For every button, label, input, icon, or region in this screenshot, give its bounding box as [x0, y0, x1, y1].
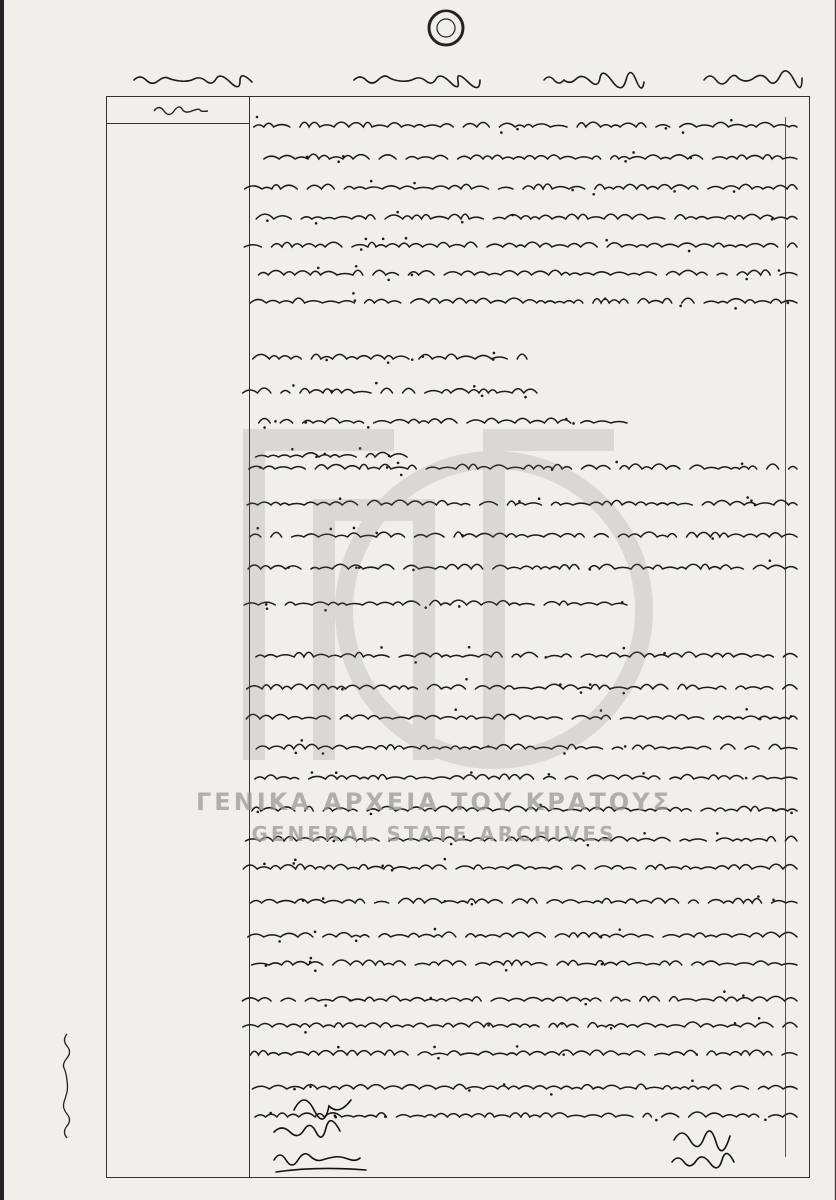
diacritic-dot [754, 504, 757, 507]
diacritic-dot [655, 1119, 658, 1122]
diacritic-dot [342, 155, 345, 158]
diacritic-dot [337, 1046, 340, 1049]
diacritic-dot [746, 496, 749, 499]
diacritic-dot [584, 1003, 587, 1006]
diacritic-dot [787, 302, 790, 305]
handwritten-line [250, 1050, 797, 1055]
handwritten-line [244, 242, 797, 247]
diacritic-dot [790, 715, 793, 718]
diacritic-dot [790, 812, 793, 815]
diacritic-dot [624, 160, 627, 163]
diacritic-dot [742, 994, 745, 997]
diacritic-dot [315, 222, 318, 225]
diacritic-dot [444, 858, 447, 861]
diacritic-dot [391, 869, 394, 872]
diacritic-dot [304, 1031, 307, 1034]
diacritic-dot [434, 928, 437, 931]
handwritten-line [242, 996, 797, 1001]
diacritic-dot [632, 151, 635, 154]
diacritic-dot [314, 969, 317, 972]
diacritic-dot [421, 355, 424, 358]
diacritic-dot [733, 190, 736, 193]
handwritten-line [250, 298, 797, 303]
diacritic-dot [696, 1053, 699, 1056]
handwritten-line [253, 354, 527, 359]
signature-right [664, 1120, 754, 1180]
handwritten-line [254, 122, 797, 127]
diacritic-dot [306, 155, 309, 158]
diacritic-dot [592, 193, 595, 196]
diacritic-dot [764, 1119, 767, 1122]
diacritic-dot [723, 990, 726, 993]
margin-side-note [60, 1030, 74, 1140]
diacritic-dot [433, 1046, 436, 1049]
diacritic-dot [322, 897, 325, 900]
diacritic-dot [758, 1017, 761, 1020]
diacritic-dot [663, 652, 666, 655]
diacritic-dot [750, 499, 753, 502]
diacritic-dot [679, 305, 682, 308]
diacritic-dot [444, 900, 447, 903]
diacritic-dot [387, 361, 390, 364]
diacritic-dot [309, 961, 312, 964]
diacritic-dot [265, 964, 268, 967]
diacritic-dot [370, 180, 373, 183]
diacritic-dot [769, 559, 772, 562]
diacritic-dot [745, 278, 748, 281]
diacritic-dot [461, 221, 464, 224]
header-handwriting [114, 64, 814, 96]
handwritten-line [256, 214, 797, 219]
diacritic-dot [266, 219, 269, 222]
diacritic-dot [355, 939, 358, 942]
diacritic-dot [741, 462, 744, 465]
handwritten-line [248, 270, 797, 275]
diacritic-dot [682, 131, 685, 134]
diacritic-dot [468, 1089, 471, 1092]
diacritic-dot [381, 865, 384, 868]
diacritic-dot [365, 238, 368, 241]
diacritic-dot [505, 969, 508, 972]
diacritic-dot [516, 1045, 519, 1048]
diacritic-dot [673, 190, 676, 193]
diacritic-dot [317, 267, 320, 270]
handwritten-line [252, 960, 797, 965]
diacritic-dot [688, 250, 691, 253]
diacritic-dot [757, 895, 760, 898]
diacritic-dot [405, 237, 408, 240]
diacritic-dot [618, 928, 621, 931]
diacritic-dot [771, 218, 774, 221]
diacritic-dot [294, 859, 297, 862]
diacritic-dot [516, 128, 519, 131]
handwritten-line [251, 898, 797, 903]
watermark-english-text: GENERAL STATE ARCHIVES [251, 822, 617, 846]
diacritic-dot [355, 265, 358, 268]
diacritic-dot [471, 903, 474, 906]
diacritic-dot [560, 1022, 563, 1025]
diacritic-dot [604, 297, 607, 300]
diacritic-dot [411, 358, 414, 361]
diacritic-dot [382, 238, 385, 241]
diacritic-dot [503, 1083, 506, 1086]
diacritic-dot [571, 189, 574, 192]
diacritic-dot [511, 214, 514, 217]
diacritic-dot [352, 292, 355, 295]
diacritic-dot [691, 1079, 694, 1082]
diacritic-dot [730, 119, 733, 122]
diacritic-dot [349, 999, 352, 1002]
diacritic-dot [314, 931, 317, 934]
handwritten-line [248, 932, 797, 937]
diacritic-dot [711, 537, 714, 540]
signature-left [254, 1080, 394, 1190]
diacritic-dot [759, 718, 762, 721]
handwritten-line [245, 184, 797, 189]
diacritic-dot [610, 1027, 613, 1030]
diacritic-dot [302, 899, 305, 902]
diacritic-dot [278, 940, 281, 943]
diacritic-dot [292, 862, 295, 865]
diacritic-dot [354, 299, 357, 302]
diacritic-dot [256, 116, 259, 119]
diacritic-dot [360, 248, 363, 251]
diacritic-dot [550, 1093, 553, 1096]
watermark-greek-text: ΓΕΝΙΚΑ ΑΡΧΕΙΑ ΤΟΥ ΚΡΑΤΟΥΣ [196, 788, 672, 816]
diacritic-dot [562, 1053, 565, 1056]
diacritic-dot [396, 211, 399, 214]
handwritten-line [243, 1022, 797, 1027]
diacritic-dot [411, 274, 414, 277]
diacritic-dot [778, 269, 781, 272]
diacritic-dot [487, 1024, 490, 1027]
diacritic-dot [745, 708, 748, 711]
diacritic-dot [263, 863, 266, 866]
diacritic-dot [734, 307, 737, 310]
diacritic-dot [429, 997, 432, 1000]
diacritic-dot [324, 1004, 327, 1007]
diacritic-dot [325, 359, 328, 362]
diacritic-dot [690, 157, 693, 160]
diacritic-dot [337, 160, 340, 163]
diacritic-dot [605, 239, 608, 242]
diacritic-dot [437, 1057, 440, 1060]
crescent-star-emblem-icon [424, 6, 468, 50]
diacritic-dot [600, 936, 603, 939]
diacritic-dot [601, 963, 604, 966]
diacritic-dot [772, 899, 775, 902]
archive-watermark-logo-icon [194, 380, 654, 800]
diacritic-dot [413, 182, 416, 185]
diacritic-dot [492, 358, 495, 361]
diacritic-dot [387, 279, 390, 282]
handwritten-line [254, 154, 797, 159]
diacritic-dot [493, 352, 496, 355]
handwritten-line [243, 864, 797, 869]
diacritic-dot [772, 809, 775, 812]
diacritic-dot [310, 957, 313, 960]
diacritic-dot [745, 777, 748, 780]
diacritic-dot [734, 1022, 737, 1025]
diacritic-dot [716, 832, 719, 835]
document-page [4, 0, 835, 1200]
diacritic-dot [665, 127, 668, 130]
diacritic-dot [500, 131, 503, 134]
